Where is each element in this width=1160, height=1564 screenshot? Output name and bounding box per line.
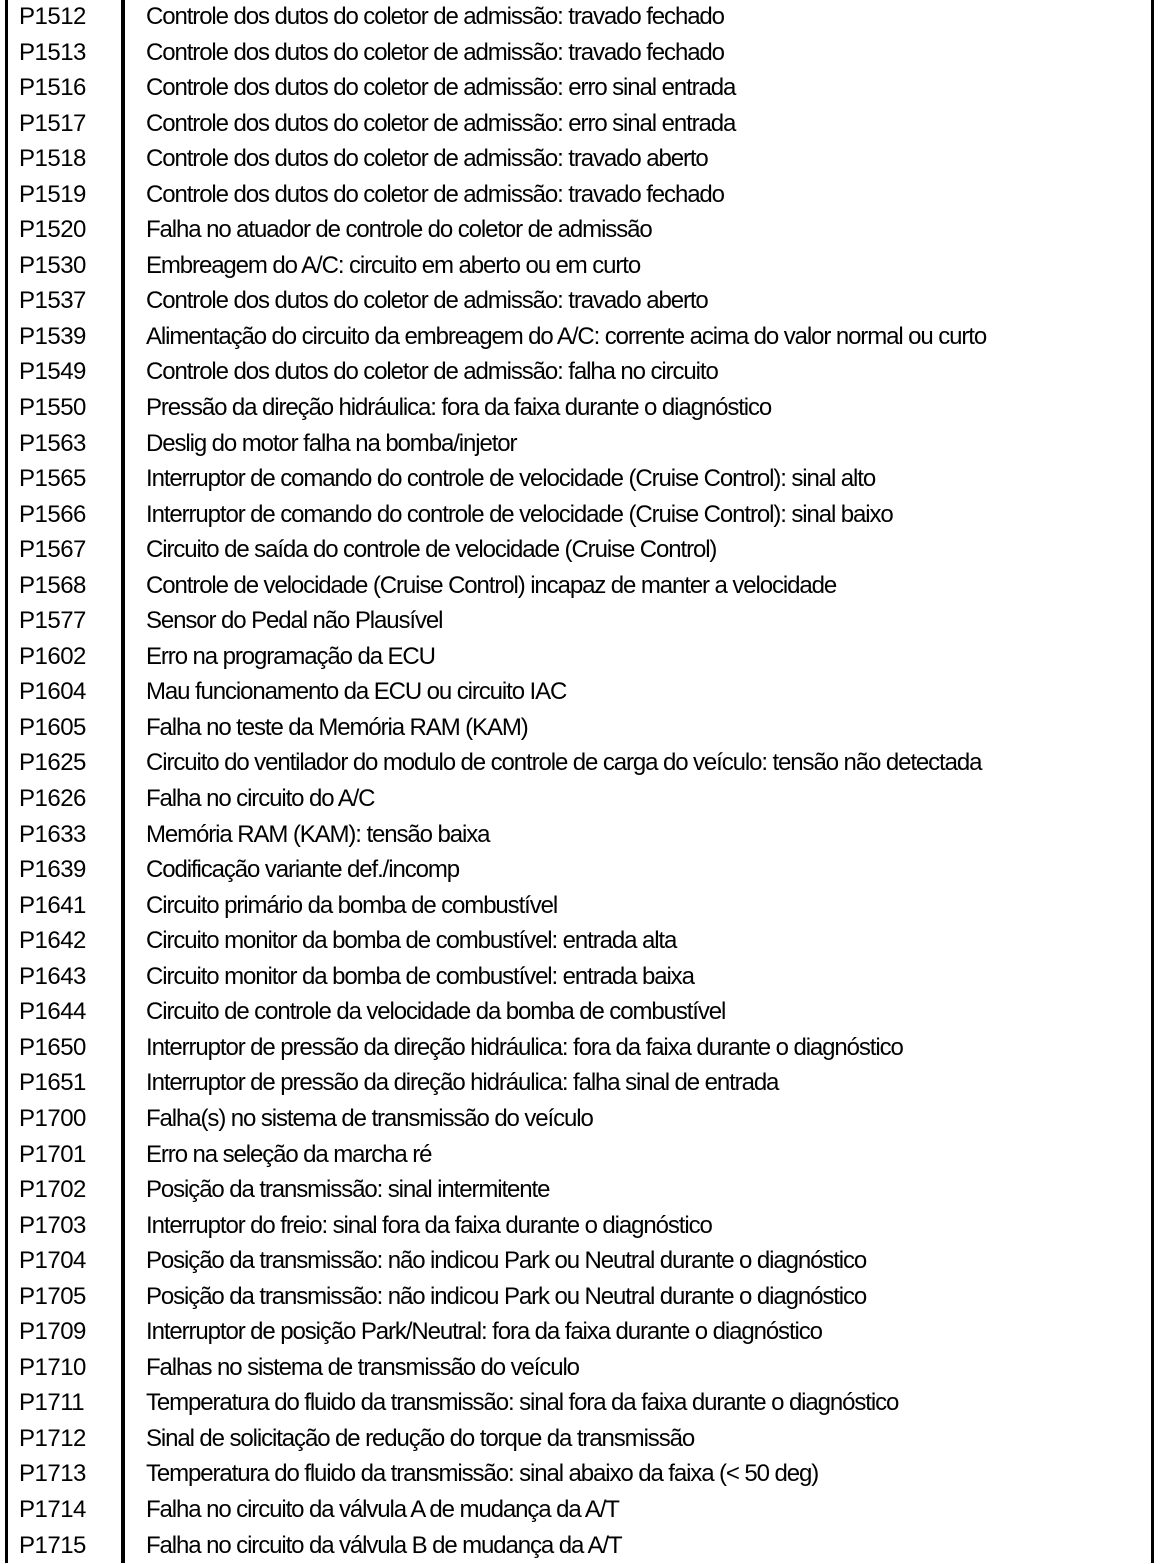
fault-code: P1537 [19,287,86,315]
fault-code: P1650 [19,1033,86,1061]
fault-code: P1568 [19,571,86,599]
fault-code: P1519 [19,180,86,208]
fault-code: P1539 [19,322,86,350]
fault-description: Circuito do ventilador do modulo de controle de carga do veículo: tensão não detectada [146,749,982,777]
fault-description: Interruptor de pressão da direção hidráulica: falha sinal de entrada [146,1069,779,1097]
fault-description: Codificação variante def./incomp [146,856,459,884]
fault-description: Falha no atuador de controle do coletor de admissão [146,216,652,244]
fault-description: Falha no circuito da válvula B de mudança da A/T [146,1531,622,1559]
fault-description: Controle de velocidade (Cruise Control) incapaz de manter a velocidade [146,571,837,599]
table-row [0,1031,1160,1067]
table-row [0,71,1160,107]
table-row [0,1493,1160,1529]
fault-description: Circuito monitor da bomba de combustível: entrada alta [146,927,677,955]
fault-code: P1703 [19,1211,86,1239]
fault-description: Interruptor de comando do controle de velocidade (Cruise Control): sinal baixo [146,500,893,528]
table-row [0,675,1160,711]
table-row [0,889,1160,925]
fault-code: P1644 [19,998,86,1026]
fault-description: Mau funcionamento da ECU ou circuito IAC [146,678,567,706]
fault-description: Controle dos dutos do coletor de admissão: erro sinal entrada [146,74,736,102]
fault-code: P1520 [19,216,86,244]
table-row [0,1457,1160,1493]
table-row [0,284,1160,320]
table-row [0,213,1160,249]
fault-code: P1517 [19,109,86,137]
table-row [0,320,1160,356]
table-row [0,533,1160,569]
table-row [0,1422,1160,1458]
fault-code: P1550 [19,394,86,422]
table-row [0,1102,1160,1138]
fault-description: Controle dos dutos do coletor de admissão: erro sinal entrada [146,109,736,137]
fault-code: P1701 [19,1140,86,1168]
fault-description: Circuito primário da bomba de combustível [146,891,558,919]
fault-code: P1513 [19,38,86,66]
table-row [0,1066,1160,1102]
fault-code: P1704 [19,1247,86,1275]
table-row [0,1138,1160,1174]
table-row [0,1173,1160,1209]
fault-code: P1577 [19,607,86,635]
fault-description: Sensor do Pedal não Plausível [146,607,443,635]
fault-description: Memória RAM (KAM): tensão baixa [146,820,490,848]
fault-code: P1565 [19,465,86,493]
fault-code: P1643 [19,962,86,990]
fault-code: P1710 [19,1353,86,1381]
table-row [0,1315,1160,1351]
fault-description: Circuito monitor da bomba de combustível: entrada baixa [146,962,694,990]
table-row [0,498,1160,534]
fault-code: P1549 [19,358,86,386]
fault-code: P1711 [19,1389,85,1417]
fault-code: P1642 [19,927,86,955]
table-row [0,107,1160,143]
fault-description: Circuito de controle da velocidade da bomba de combustível [146,998,726,1026]
table-row [0,178,1160,214]
fault-description: Controle dos dutos do coletor de admissão: falha no circuito [146,358,718,386]
fault-code: P1633 [19,820,86,848]
table-row [0,36,1160,72]
fault-code: P1700 [19,1104,86,1132]
fault-code: P1512 [19,3,86,30]
table-row [0,1209,1160,1245]
table-row [0,142,1160,178]
fault-description: Pressão da direção hidráulica: fora da faixa durante o diagnóstico [146,394,772,422]
table-row [0,604,1160,640]
fault-code: P1713 [19,1460,86,1488]
table-row [0,1280,1160,1316]
fault-code: P1651 [19,1069,86,1097]
fault-description: Temperatura do fluido da transmissão: sinal fora da faixa durante o diagnóstico [146,1389,899,1417]
fault-description: Posição da transmissão: não indicou Park ou Neutral durante o diagnóstico [146,1247,867,1275]
table-row [0,782,1160,818]
fault-description: Interruptor de comando do controle de velocidade (Cruise Control): sinal alto [146,465,876,493]
fault-code: P1605 [19,713,86,741]
table-row [0,249,1160,285]
fault-description: Controle dos dutos do coletor de admissão: travado aberto [146,145,708,173]
fault-description: Erro na programação da ECU [146,642,435,670]
fault-description: Falha(s) no sistema de transmissão do veículo [146,1104,593,1132]
table-row [0,0,1160,36]
fault-description: Circuito de saída do controle de velocidade (Cruise Control) [146,536,717,564]
fault-description: Temperatura do fluido da transmissão: sinal abaixo da faixa (< 50 deg) [146,1460,819,1488]
table-row [0,1529,1160,1564]
fault-description: Deslig do motor falha na bomba/injetor [146,429,517,457]
fault-code: P1714 [19,1495,86,1523]
fault-description: Controle dos dutos do coletor de admissão: travado aberto [146,287,708,315]
fault-description: Falha no teste da Memória RAM (KAM) [146,713,528,741]
table-row [0,1351,1160,1387]
fault-code: P1705 [19,1282,86,1310]
fault-code: P1566 [19,500,86,528]
table-row [0,1244,1160,1280]
fault-code: P1602 [19,642,86,670]
fault-code: P1567 [19,536,86,564]
table-row [0,391,1160,427]
table-row [0,746,1160,782]
table-row [0,960,1160,996]
table-row [0,569,1160,605]
table-row [0,924,1160,960]
fault-description: Posição da transmissão: não indicou Park ou Neutral durante o diagnóstico [146,1282,867,1310]
fault-description: Posição da transmissão: sinal intermitente [146,1176,550,1204]
fault-description: Controle dos dutos do coletor de admissão: travado fechado [146,3,724,30]
fault-code: P1530 [19,251,86,279]
fault-code: P1516 [19,74,86,102]
fault-description: Controle dos dutos do coletor de admissão: travado fechado [146,38,724,66]
table-row [0,818,1160,854]
fault-description: Controle dos dutos do coletor de admissão: travado fechado [146,180,724,208]
fault-code: P1715 [19,1531,86,1559]
fault-code: P1625 [19,749,86,777]
fault-code: P1712 [19,1424,86,1452]
table-row [0,1386,1160,1422]
table-row [0,640,1160,676]
fault-description: Falhas no sistema de transmissão do veículo [146,1353,579,1381]
fault-description: Interruptor de posição Park/Neutral: fora da faixa durante o diagnóstico [146,1318,822,1346]
fault-description: Interruptor do freio: sinal fora da faixa durante o diagnóstico [146,1211,712,1239]
fault-code: P1563 [19,429,86,457]
fault-description: Interruptor de pressão da direção hidráulica: fora da faixa durante o diagnóstico [146,1033,903,1061]
table-row [0,427,1160,463]
fault-code: P1702 [19,1176,86,1204]
fault-code: P1639 [19,856,86,884]
table-row [0,711,1160,747]
fault-description: Sinal de solicitação de redução do torque da transmissão [146,1424,695,1452]
table-row [0,355,1160,391]
fault-code: P1518 [19,145,86,173]
table-row [0,853,1160,889]
fault-code: P1626 [19,785,86,813]
fault-description: Alimentação do circuito da embreagem do A/C: corrente acima do valor normal ou curto [146,322,987,350]
fault-code: P1641 [19,891,86,919]
fault-description: Falha no circuito do A/C [146,785,375,813]
fault-description: Embreagem do A/C: circuito em aberto ou em curto [146,251,641,279]
table-row [0,995,1160,1031]
table-row [0,462,1160,498]
fault-description: Falha no circuito da válvula A de mudança da A/T [146,1495,619,1523]
fault-description: Erro na seleção da marcha ré [146,1140,432,1168]
fault-code: P1604 [19,678,86,706]
fault-code: P1709 [19,1318,86,1346]
